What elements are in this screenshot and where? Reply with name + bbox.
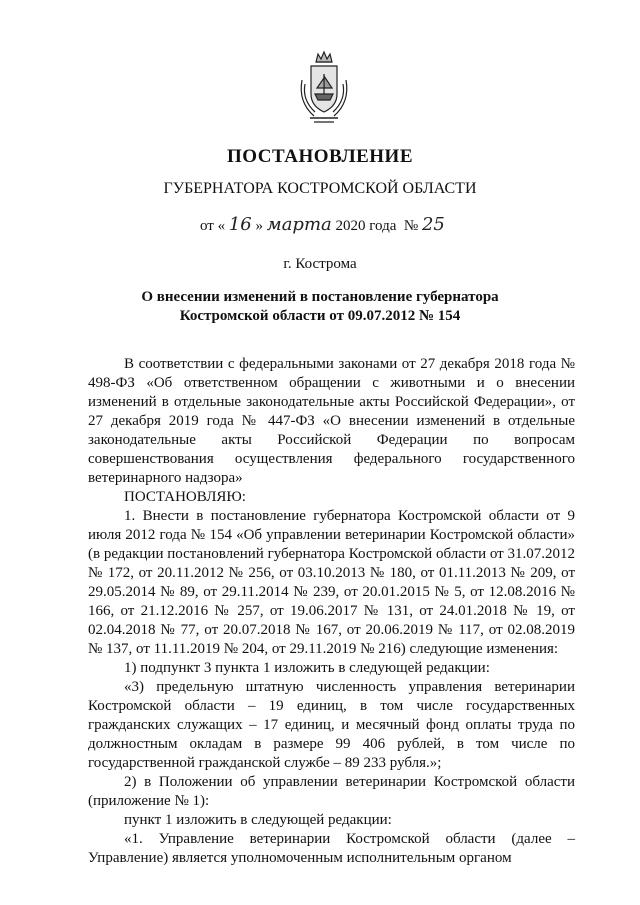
document-number-handwritten: 25 bbox=[421, 214, 445, 235]
resolve-paragraph: ПОСТАНОВЛЯЮ: bbox=[124, 489, 246, 505]
document-issuer: ГУБЕРНАТОРА КОСТРОМСКОЙ ОБЛАСТИ bbox=[163, 180, 477, 197]
subitem-1-paragraph: 1) подпункт 3 пункта 1 изложить в следующей редакции: bbox=[124, 660, 490, 676]
subitem-2a-paragraph: пункт 1 изложить в следующей редакции: bbox=[124, 812, 392, 828]
preamble-paragraph: В соответствии с федеральными законами от 27 декабря 2018 года № 498-ФЗ «Об ответственном обращении с животными и о внесении изменений в отдельные законодательные акты Российской Федерации», от 27 декабря 2019 года № 447-ФЗ «О внесении изменений в отдельные законодательные акты Российской Федерации по вопросам совершенствования осуществления федерального государственного ветеринарного надзора» bbox=[88, 356, 575, 486]
date-mid: » bbox=[255, 218, 264, 234]
item-1-paragraph: 1. Внести в постановление губернатора Костромской области от 9 июля 2012 года № 154 «Об управлении ветеринарии Костромской области» (в редакции постановлений губернатора Костромской области от 31.07.2012 № 172, от 20.11.2012 № 256, от 03.10.2013 № 180, от 01.11.2013 № 209, от 29.05.2014 № 89, от 29.11.2014 № 239, от 20.01.2015 № 5, от 12.08.2016 № 166, от 21.12.2016 № 257, от 19.06.2017 № 131, от 24.01.2018 № 19, от 02.04.2018 № 77, от 20.07.2018 № 167, от 20.06.2019 № 117, от 02.08.2019 № 137, от 11.11.2019 № 204, от 29.11.2019 № 216) следующие изменения: bbox=[88, 508, 575, 657]
document-title: ПОСТАНОВЛЕНИЕ bbox=[226, 146, 414, 167]
date-prefix: от « bbox=[200, 218, 226, 234]
date-day-handwritten: 16 bbox=[228, 214, 252, 235]
subitem-2-paragraph: 2) в Положении об управлении ветеринарии Костромской области (приложение № 1): bbox=[88, 774, 575, 809]
date-year: 2020 года bbox=[335, 218, 397, 234]
city: г. Кострома bbox=[283, 256, 357, 272]
quote-1-paragraph: «3) предельную штатную численность управления ветеринарии Костромской области – 19 единиц, в том числе государственных гражданских служащих – 17 единиц, и месячный фонд оплаты труда по должностным окладам в размере 99 406 рублей, в том числе по государственной гражданской службе – 89 233 рубля.»; bbox=[88, 679, 575, 771]
number-label: № bbox=[403, 218, 419, 234]
date-month-handwritten: марта bbox=[266, 214, 332, 235]
date-line bbox=[200, 214, 445, 235]
coat-of-arms-emblem bbox=[296, 50, 352, 126]
quote-2-paragraph: «1. Управление ветеринарии Костромской области (далее – Управление) является уполномоченным исполнительным органом bbox=[88, 831, 575, 866]
document-body bbox=[88, 355, 575, 868]
document-subject: О внесении изменений в постановление губернатора Костромской области от 09.07.2012 № 154 bbox=[141, 289, 499, 324]
